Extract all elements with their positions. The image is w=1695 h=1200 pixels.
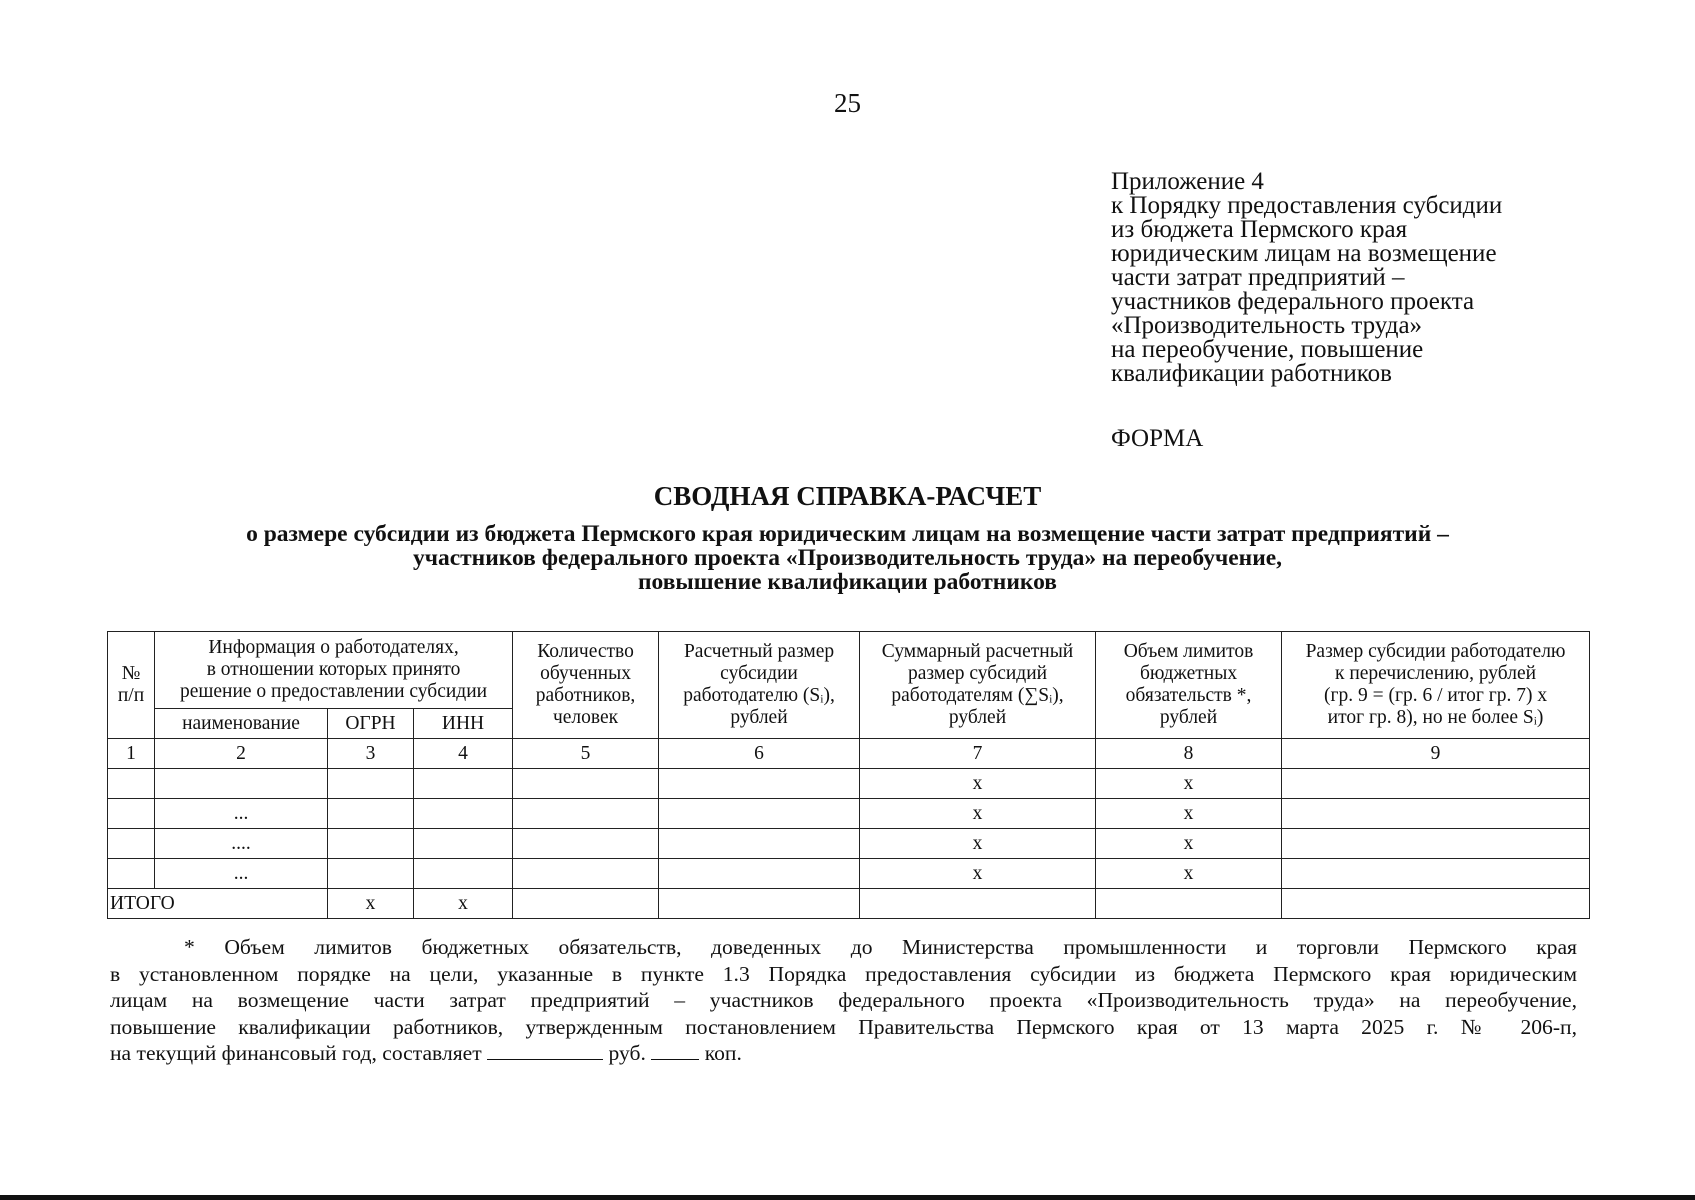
header-num: № п/п (108, 632, 155, 739)
total-cell[interactable] (513, 889, 659, 919)
header-total-subsidy: Суммарный расчетный размер субсидий работодателям (∑Sᵢ), рублей (860, 632, 1096, 739)
table-cell[interactable]: .... (155, 829, 328, 859)
appendix-line: части затрат предприятий – (1111, 264, 1405, 291)
table-cell[interactable] (659, 859, 860, 889)
table-cell[interactable] (108, 859, 155, 889)
header-name: наименование (155, 709, 328, 739)
header-row (108, 632, 1590, 709)
table-cell: х (860, 769, 1096, 799)
column-number: 9 (1282, 739, 1590, 769)
table-cell[interactable] (513, 829, 659, 859)
table-cell[interactable] (328, 799, 414, 829)
scan-bottom-edge (0, 1195, 1695, 1200)
document-subtitle (100, 522, 1595, 594)
header-calc-subsidy: Расчетный размер субсидии работодателю (Sᵢ), рублей (659, 632, 860, 739)
table-cell: х (860, 829, 1096, 859)
column-number-row (108, 739, 1590, 769)
footnote-line: в установленном порядке на цели, указанные в пункте 1.3 Порядка предоставления субсидии из бюджета Пермского края юридическим (110, 961, 1577, 986)
table-cell[interactable] (513, 799, 659, 829)
rub-amount-blank[interactable] (487, 1041, 603, 1060)
subtitle-line: участников федерального проекта «Производительность труда» на переобучение, (412, 545, 1283, 571)
calculation-table (107, 631, 1590, 919)
table-cell: х (860, 859, 1096, 889)
appendix-line: «Производительность труда» (1111, 312, 1423, 339)
table-cell: х (1096, 769, 1282, 799)
footnote-line: лицам на возмещение части затрат предприятий – участников федерального проекта «Производительность труда» на переобучение, (110, 988, 1577, 1012)
table-cell: х (1096, 829, 1282, 859)
table-cell[interactable] (155, 769, 328, 799)
table-cell[interactable] (108, 829, 155, 859)
total-label: ИТОГО (108, 889, 328, 919)
table-cell[interactable] (108, 799, 155, 829)
kop-amount-blank[interactable] (651, 1041, 699, 1060)
appendix-line: Приложение 4 (1111, 168, 1264, 195)
appendix-line: юридическим лицам на возмещение (1111, 240, 1497, 267)
column-number: 5 (513, 739, 659, 769)
table-cell: х (1096, 859, 1282, 889)
table-cell[interactable] (659, 829, 860, 859)
table-cell[interactable] (328, 769, 414, 799)
footnote-line: повышение квалификации работников, утвержденным постановлением Правительства Пермского края от 13 марта 2025 г. № 206-п, (110, 1014, 1577, 1039)
subtitle-line: повышение квалификации работников (638, 569, 1057, 595)
table-cell: х (1096, 799, 1282, 829)
table-cell[interactable] (414, 799, 513, 829)
header-payable-subsidy: Размер субсидии работодателю к перечислению, рублей (гр. 9 = (гр. 6 / итог гр. 7) х итог гр. 8), но не более Sᵢ) (1282, 632, 1590, 739)
appendix-line: участников федерального проекта (1111, 288, 1475, 315)
appendix-block (1111, 170, 1502, 386)
table-cell[interactable] (414, 769, 513, 799)
appendix-line: из бюджета Пермского края (1111, 216, 1408, 243)
table-cell[interactable]: ... (155, 859, 328, 889)
table-cell[interactable] (659, 799, 860, 829)
appendix-line: квалификации работников (1111, 360, 1392, 387)
footnote-prefix: на текущий финансовый год, составляет (110, 1041, 482, 1065)
total-cell[interactable] (860, 889, 1096, 919)
table-cell[interactable] (328, 829, 414, 859)
table-cell[interactable] (513, 859, 659, 889)
footnote (110, 934, 1577, 1067)
footnote-last-line (110, 1040, 1577, 1067)
table-cell: х (860, 799, 1096, 829)
header-budget-limits: Объем лимитов бюджетных обязательств *, рублей (1096, 632, 1282, 739)
total-cell[interactable] (1282, 889, 1590, 919)
table-cell[interactable] (108, 769, 155, 799)
header-inn: ИНН (414, 709, 513, 739)
footnote-line: * Объем лимитов бюджетных обязательств, доведенных до Министерства промышленности и торговли Пермского края (184, 935, 1577, 959)
table-cell[interactable] (328, 859, 414, 889)
table-cell[interactable] (513, 769, 659, 799)
column-number: 3 (328, 739, 414, 769)
column-number: 1 (108, 739, 155, 769)
document-title: СВОДНАЯ СПРАВКА-РАСЧЕТ (653, 481, 1042, 511)
table-row (108, 799, 1590, 829)
column-number: 2 (155, 739, 328, 769)
table-row (108, 829, 1590, 859)
total-cell[interactable] (1096, 889, 1282, 919)
table-row (108, 769, 1590, 799)
header-trained-count: Количество обученных работников, человек (513, 632, 659, 739)
forma-label: ФОРМА (1111, 425, 1204, 452)
table-cell[interactable] (1282, 829, 1590, 859)
rub-label: руб. (608, 1041, 646, 1065)
kop-label: коп. (704, 1041, 742, 1065)
total-cell: х (328, 889, 414, 919)
column-number: 6 (659, 739, 860, 769)
column-number: 7 (860, 739, 1096, 769)
column-number: 8 (1096, 739, 1282, 769)
total-row (108, 889, 1590, 919)
header-employer-info: Информация о работодателях, в отношении которых принято решение о предоставлении субсидии (155, 632, 513, 709)
header-ogrn: ОГРН (328, 709, 414, 739)
table-row (108, 859, 1590, 889)
column-number: 4 (414, 739, 513, 769)
table-cell[interactable] (1282, 769, 1590, 799)
table-cell[interactable]: ... (155, 799, 328, 829)
subtitle-line: о размере субсидии из бюджета Пермского края юридическим лицам на возмещение части затрат предприятий – (246, 521, 1449, 547)
appendix-line: на переобучение, повышение (1111, 336, 1424, 363)
total-cell[interactable] (659, 889, 860, 919)
table-cell[interactable] (659, 769, 860, 799)
table-cell[interactable] (414, 829, 513, 859)
table-cell[interactable] (1282, 799, 1590, 829)
total-cell: х (414, 889, 513, 919)
page-number: 25 (834, 88, 861, 118)
appendix-line: к Порядку предоставления субсидии (1111, 192, 1503, 219)
table-cell[interactable] (1282, 859, 1590, 889)
table-cell[interactable] (414, 859, 513, 889)
